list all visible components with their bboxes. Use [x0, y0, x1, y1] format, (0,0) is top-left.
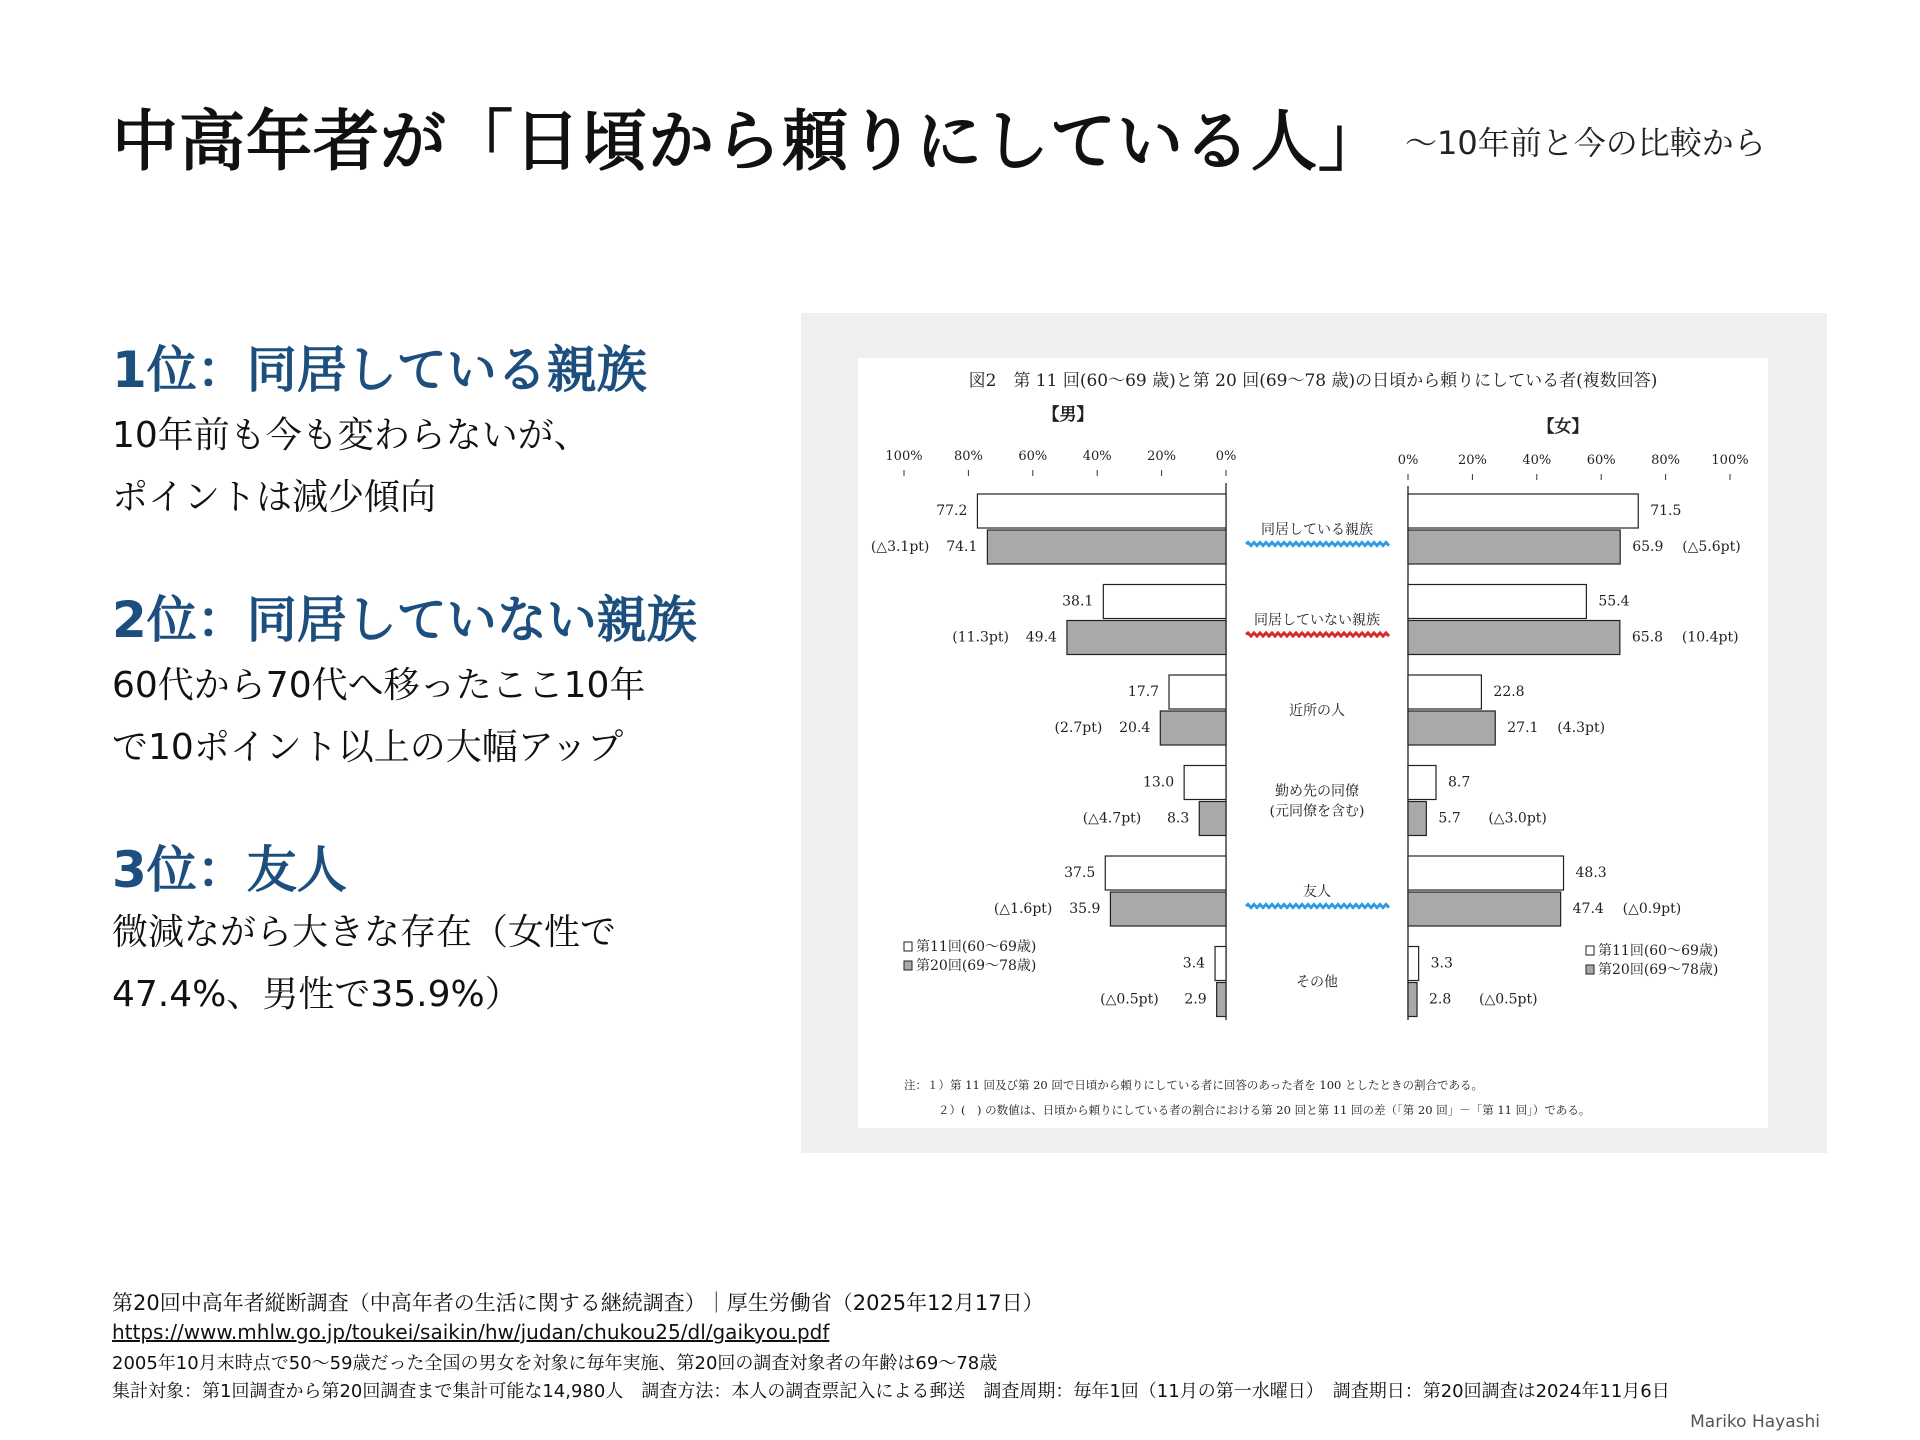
female-bar-round20: [1408, 621, 1620, 655]
female-value-round20: 47.4: [1572, 901, 1604, 917]
female-value-round11: 3.3: [1430, 955, 1453, 972]
male-diff-label: (△1.6pt): [993, 901, 1053, 917]
female-legend-label-round11: 第11回(60〜69歳): [1598, 943, 1719, 959]
panel-label-female: 【女】: [1537, 417, 1589, 437]
male-bar-round20: [987, 530, 1226, 564]
rank-3-desc-line1: 微減ながら大きな存在（女性で: [112, 912, 617, 953]
female-diff-label: (4.3pt): [1557, 720, 1606, 736]
female-tick-label: 0%: [1397, 453, 1419, 468]
male-bar-round11: [1103, 585, 1226, 619]
category-label: 同居していない親族: [1254, 612, 1380, 629]
female-tick-label: 60%: [1586, 453, 1616, 468]
male-value-round11: 37.5: [1064, 865, 1096, 881]
category-label: 友人: [1303, 884, 1331, 900]
female-value-round20: 2.8: [1429, 991, 1452, 1008]
female-value-round11: 8.7: [1448, 774, 1471, 791]
female-diff-label: (△5.6pt): [1682, 539, 1741, 555]
page-subtitle: 〜10年前と今の比較から: [1405, 124, 1766, 162]
male-diff-label: (2.7pt): [1054, 720, 1103, 736]
rank-1-label: 1位：同居している親族: [112, 341, 647, 399]
female-value-round20: 65.8: [1631, 629, 1664, 646]
category-label: 勤め先の同僚: [1275, 783, 1359, 800]
female-bar-round20: [1408, 802, 1426, 836]
male-diff-label: (△3.1pt): [870, 539, 930, 555]
male-value-round20: 2.9: [1184, 991, 1207, 1008]
female-tick-label: 80%: [1651, 453, 1681, 468]
male-bar-round20: [1160, 711, 1226, 745]
female-value-round20: 65.9: [1632, 539, 1664, 555]
male-tick-label: 100%: [885, 449, 923, 464]
female-value-round11: 55.4: [1598, 593, 1630, 610]
female-value-round11: 71.5: [1650, 503, 1682, 519]
rank-1-desc-line2: ポイントは減少傾向: [112, 477, 437, 518]
male-legend-label-round20: 第20回(69〜78歳): [916, 958, 1037, 974]
male-bar-round20: [1217, 983, 1226, 1017]
female-diff-label: (△0.9pt): [1622, 901, 1682, 917]
rank-3-desc: [112, 902, 616, 1026]
male-bar-round20: [1199, 802, 1226, 836]
male-tick-label: 80%: [953, 449, 983, 464]
page-title: 中高年者が「日頃から頼りにしている人」: [112, 103, 1385, 180]
male-legend-label-round11: 第11回(60〜69歳): [916, 939, 1037, 955]
male-bar-round11: [977, 494, 1226, 528]
rank-2-desc-line2: で10ポイント以上の大幅アップ: [112, 727, 624, 768]
female-bar-round11: [1408, 494, 1638, 528]
male-diff-label: (△0.5pt): [1100, 991, 1159, 1008]
male-legend-swatch-round20: [904, 961, 912, 970]
female-legend-label-round20: 第20回(69〜78歳): [1598, 962, 1719, 978]
butterfly-bar-chart: [858, 358, 1768, 1128]
female-bar-round11: [1408, 856, 1564, 890]
female-bar-round20: [1408, 711, 1495, 745]
male-bar-round11: [1105, 856, 1226, 890]
rank-2-desc-line1: 60代から70代へ移ったここ10年: [112, 665, 646, 706]
chart-note-1: 注：１）第 11 回及び第 20 回で日頃から頼りにしている者に回答のあった者を 100 としたときの割合である。: [904, 1078, 1484, 1092]
chart-note-2: ２）( ) の数値は、日頃から頼りにしている者の割合における第 20 回と第 11 回の差（「第 20 回」－「第 11 回」）である。: [938, 1103, 1591, 1117]
rank-3-label: 3位：友人: [112, 841, 347, 899]
male-bar-round11: [1169, 675, 1226, 709]
male-value-round11: 3.4: [1182, 955, 1206, 972]
male-legend-swatch-round11: [904, 942, 912, 951]
category-label: 同居している親族: [1261, 522, 1373, 538]
male-value-round11: 77.2: [936, 503, 968, 519]
male-tick-label: 60%: [1018, 449, 1048, 464]
male-value-round11: 13.0: [1142, 774, 1175, 791]
category-highlight-underline: [1246, 633, 1389, 636]
female-value-round11: 22.8: [1493, 684, 1525, 700]
author-credit: Mariko Hayashi: [1690, 1412, 1820, 1432]
female-tick-label: 20%: [1457, 453, 1487, 468]
category-highlight-underline: [1246, 542, 1389, 545]
female-value-round11: 48.3: [1575, 865, 1607, 881]
figure-panel: [858, 358, 1768, 1128]
rank-1-desc-line1: 10年前も今も変わらないが、: [112, 415, 590, 456]
male-value-round20: 49.4: [1025, 629, 1057, 646]
male-bar-round20: [1067, 621, 1226, 655]
female-bar-round11: [1408, 585, 1586, 619]
female-bar-round20: [1408, 983, 1417, 1017]
male-bar-round11: [1215, 947, 1226, 981]
male-value-round20: 20.4: [1119, 720, 1151, 736]
male-tick-label: 40%: [1082, 449, 1112, 464]
female-bar-round20: [1408, 892, 1561, 926]
male-diff-label: (11.3pt): [952, 629, 1009, 646]
female-legend-swatch-round11: [1586, 946, 1594, 955]
source-url-link[interactable]: https://www.mhlw.go.jp/toukei/saikin/hw/judan/chukou25/dl/gaikyou.pdf: [112, 1320, 830, 1344]
rank-3-desc-line2: 47.4%、男性で35.9%）: [112, 974, 521, 1015]
female-value-round20: 5.7: [1438, 810, 1461, 827]
female-legend-swatch-round20: [1586, 965, 1594, 974]
female-value-round20: 27.1: [1507, 720, 1539, 736]
female-bar-round11: [1408, 766, 1436, 800]
category-label: (元同僚を含む): [1269, 803, 1365, 820]
category-highlight-underline: [1246, 904, 1389, 907]
female-bar-round11: [1408, 947, 1419, 981]
male-value-round20: 74.1: [946, 539, 978, 555]
male-tick-label: 0%: [1215, 449, 1237, 464]
male-bar-round20: [1110, 892, 1226, 926]
female-tick-label: 40%: [1522, 453, 1552, 468]
female-diff-label: (△3.0pt): [1488, 810, 1547, 827]
rank-2-desc: [112, 655, 645, 779]
male-bar-round11: [1184, 766, 1226, 800]
male-tick-label: 20%: [1147, 449, 1177, 464]
male-diff-label: (△4.7pt): [1082, 810, 1142, 827]
chart-title: 図2 第 11 回(60〜69 歳)と第 20 回(69〜78 歳)の日頃から頼りにしている者(複数回答): [968, 371, 1658, 391]
male-value-round11: 17.7: [1127, 684, 1160, 700]
category-label: 近所の人: [1289, 703, 1345, 719]
source-title: 第20回中高年者縦断調査（中高年者の生活に関する継続調査）｜厚生労働省（2025年12月17日）: [112, 1291, 1044, 1315]
male-value-round20: 35.9: [1069, 901, 1101, 917]
female-diff-label: (△0.5pt): [1479, 991, 1538, 1008]
rank-1-desc: [112, 405, 590, 529]
category-label: その他: [1296, 974, 1338, 991]
panel-label-male: 【男】: [1042, 405, 1094, 425]
female-bar-round20: [1408, 530, 1620, 564]
female-bar-round11: [1408, 675, 1481, 709]
male-value-round11: 38.1: [1062, 593, 1094, 610]
rank-2-label: 2位：同居していない親族: [112, 591, 697, 649]
source-survey-details: 集計対象：第1回調査から第20回調査まで集計可能な14,980人 調査方法：本人の調査票記入による郵送 調査周期：毎年1回（11月の第一水曜日） 調査期日：第20回調査は2024年11月6日: [112, 1381, 1670, 1402]
female-tick-label: 100%: [1711, 453, 1749, 468]
female-diff-label: (10.4pt): [1681, 629, 1739, 646]
source-survey-note: 2005年10月末時点で50〜59歳だった全国の男女を対象に毎年実施、第20回の調査対象者の年齢は69〜78歳: [112, 1353, 998, 1374]
male-value-round20: 8.3: [1167, 810, 1190, 827]
